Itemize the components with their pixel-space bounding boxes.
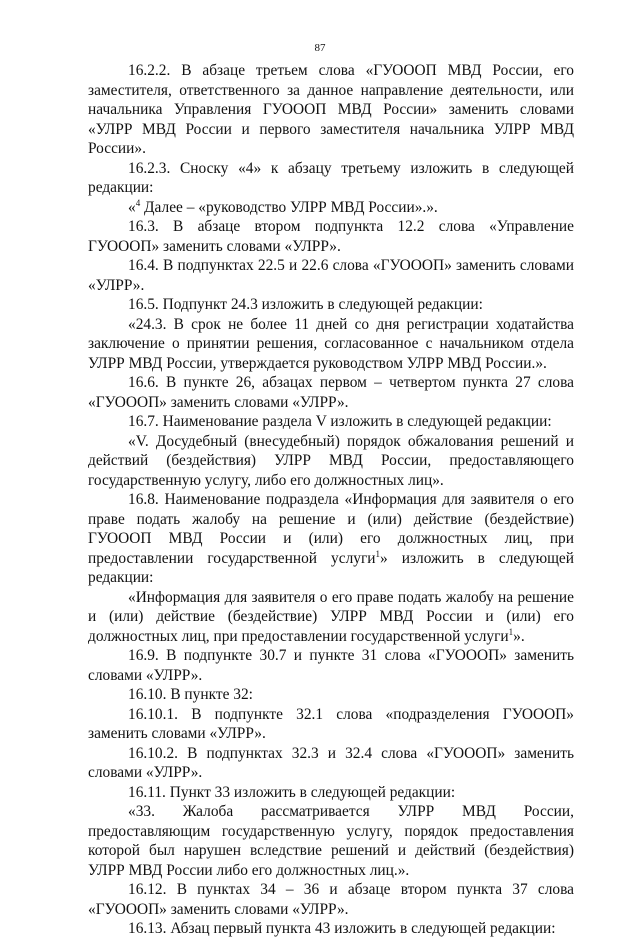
paragraph [88,744,574,783]
paragraph-text: 16.5. Подпункт 24.3 изложить в следующей редакции: [128,296,483,313]
paragraph-text: 16.13. Абзац первый пункта 43 изложить в следующей редакции: [128,920,556,937]
paragraph [88,783,574,803]
paragraph-text: «Информация для заявителя о его праве подать жалобу на решение и (или) действие (бездействие) УЛРР МВД России и (или) его должностных лиц, при предоставлении государственной услуги [88,588,574,645]
paragraph [88,490,574,588]
paragraph [88,315,574,374]
paragraph-text: 16.9. В подпункте 30.7 и пункте 31 слова «ГУОООП» заменить словами «УЛРР». [88,647,574,684]
paragraph-text: Далее – «руководство УЛРР МВД России».». [140,198,438,216]
footnote-marker: 1 [508,626,514,637]
paragraph [88,256,574,295]
footnote-marker: 4 [135,197,141,208]
paragraph [88,432,574,491]
paragraph-text: 16.6. В пункте 26, абзацах первом – четвертом пункта 27 слова «ГУОООП» заменить словами «УЛРР». [88,374,574,411]
paragraph-text: «24.3. В срок не более 11 дней со дня регистрации ходатайства заключение о принятии решения, согласованное с начальником отдела УЛРР МВД России, утверждается руководством УЛРР МВД России.». [88,315,574,372]
document-body [88,61,574,939]
paragraph [88,705,574,744]
page-number: 87 [314,42,326,54]
paragraph [88,61,574,159]
paragraph [88,646,574,685]
paragraph [88,159,574,198]
paragraph [88,880,574,919]
paragraph-text: 16.7. Наименование раздела V изложить в следующей редакции: [128,413,552,430]
paragraph [88,919,574,939]
paragraph-text: 16.2.2. В абзаце третьем слова «ГУОООП МВД России, его заместителя, ответственного за данное направление деятельности, или начальника Управления ГУОООП МВД России» заменить словами «УЛРР МВД России и первого заместителя начальника УЛРР МВД России». [88,62,574,157]
paragraph-text: 16.10.1. В подпункте 32.1 слова «подразделения ГУОООП» заменить словами «УЛРР». [88,705,574,742]
paragraph-text: «33. Жалоба рассматривается УЛРР МВД России, предоставляющим государственную услугу, порядок предоставления которой был нарушен вследствие решений и действий (бездействия) УЛРР МВД России либо его должностных лиц.». [88,803,574,879]
paragraph-text: «V. Досудебный (внесудебный) порядок обжалования решений и действий (бездействия) УЛРР МВД России, предоставляющего государственную услугу, либо его должностных лиц». [88,432,574,489]
paragraph [88,295,574,315]
paragraph-text: 16.12. В пунктах 34 – 36 и абзаце втором пункта 37 слова «ГУОООП» заменить словами «УЛРР». [88,881,574,918]
paragraph [88,217,574,256]
paragraph-text: 16.8. Наименование подраздела «Информация для заявителя о его праве подать жалобу на решение и (или) действие (бездействие) ГУОООП МВД России и (или) его должностных лиц, при предоставлении государственной услуги [88,491,574,567]
paragraph-suffix: ». [513,627,525,645]
paragraph [88,802,574,880]
paragraph [88,373,574,412]
paragraph-suffix: » изложить в следующей редакции: [88,549,574,586]
paragraph-text: 16.2.3. Сноску «4» к абзацу третьему изложить в следующей редакции: [88,159,574,196]
paragraph-text: 16.4. В подпунктах 22.5 и 22.6 слова «ГУОООП» заменить словами «УЛРР». [88,257,574,294]
paragraph-text: 16.10. В пункте 32: [128,686,253,703]
paragraph-text: 16.11. Пункт 33 изложить в следующей редакции: [128,783,456,801]
paragraph-text: 16.10.2. В подпунктах 32.3 и 32.4 слова «ГУОООП» заменить словами «УЛРР». [88,744,574,781]
paragraph-text: 16.3. В абзаце втором подпункта 12.2 слова «Управление ГУОООП» заменить словами «УЛРР». [88,218,574,255]
paragraph [88,588,574,647]
footnote-marker: 1 [375,548,380,559]
paragraph [88,685,574,705]
paragraph [88,412,574,432]
paragraph [88,198,574,218]
paragraph-prefix: « [128,198,136,216]
